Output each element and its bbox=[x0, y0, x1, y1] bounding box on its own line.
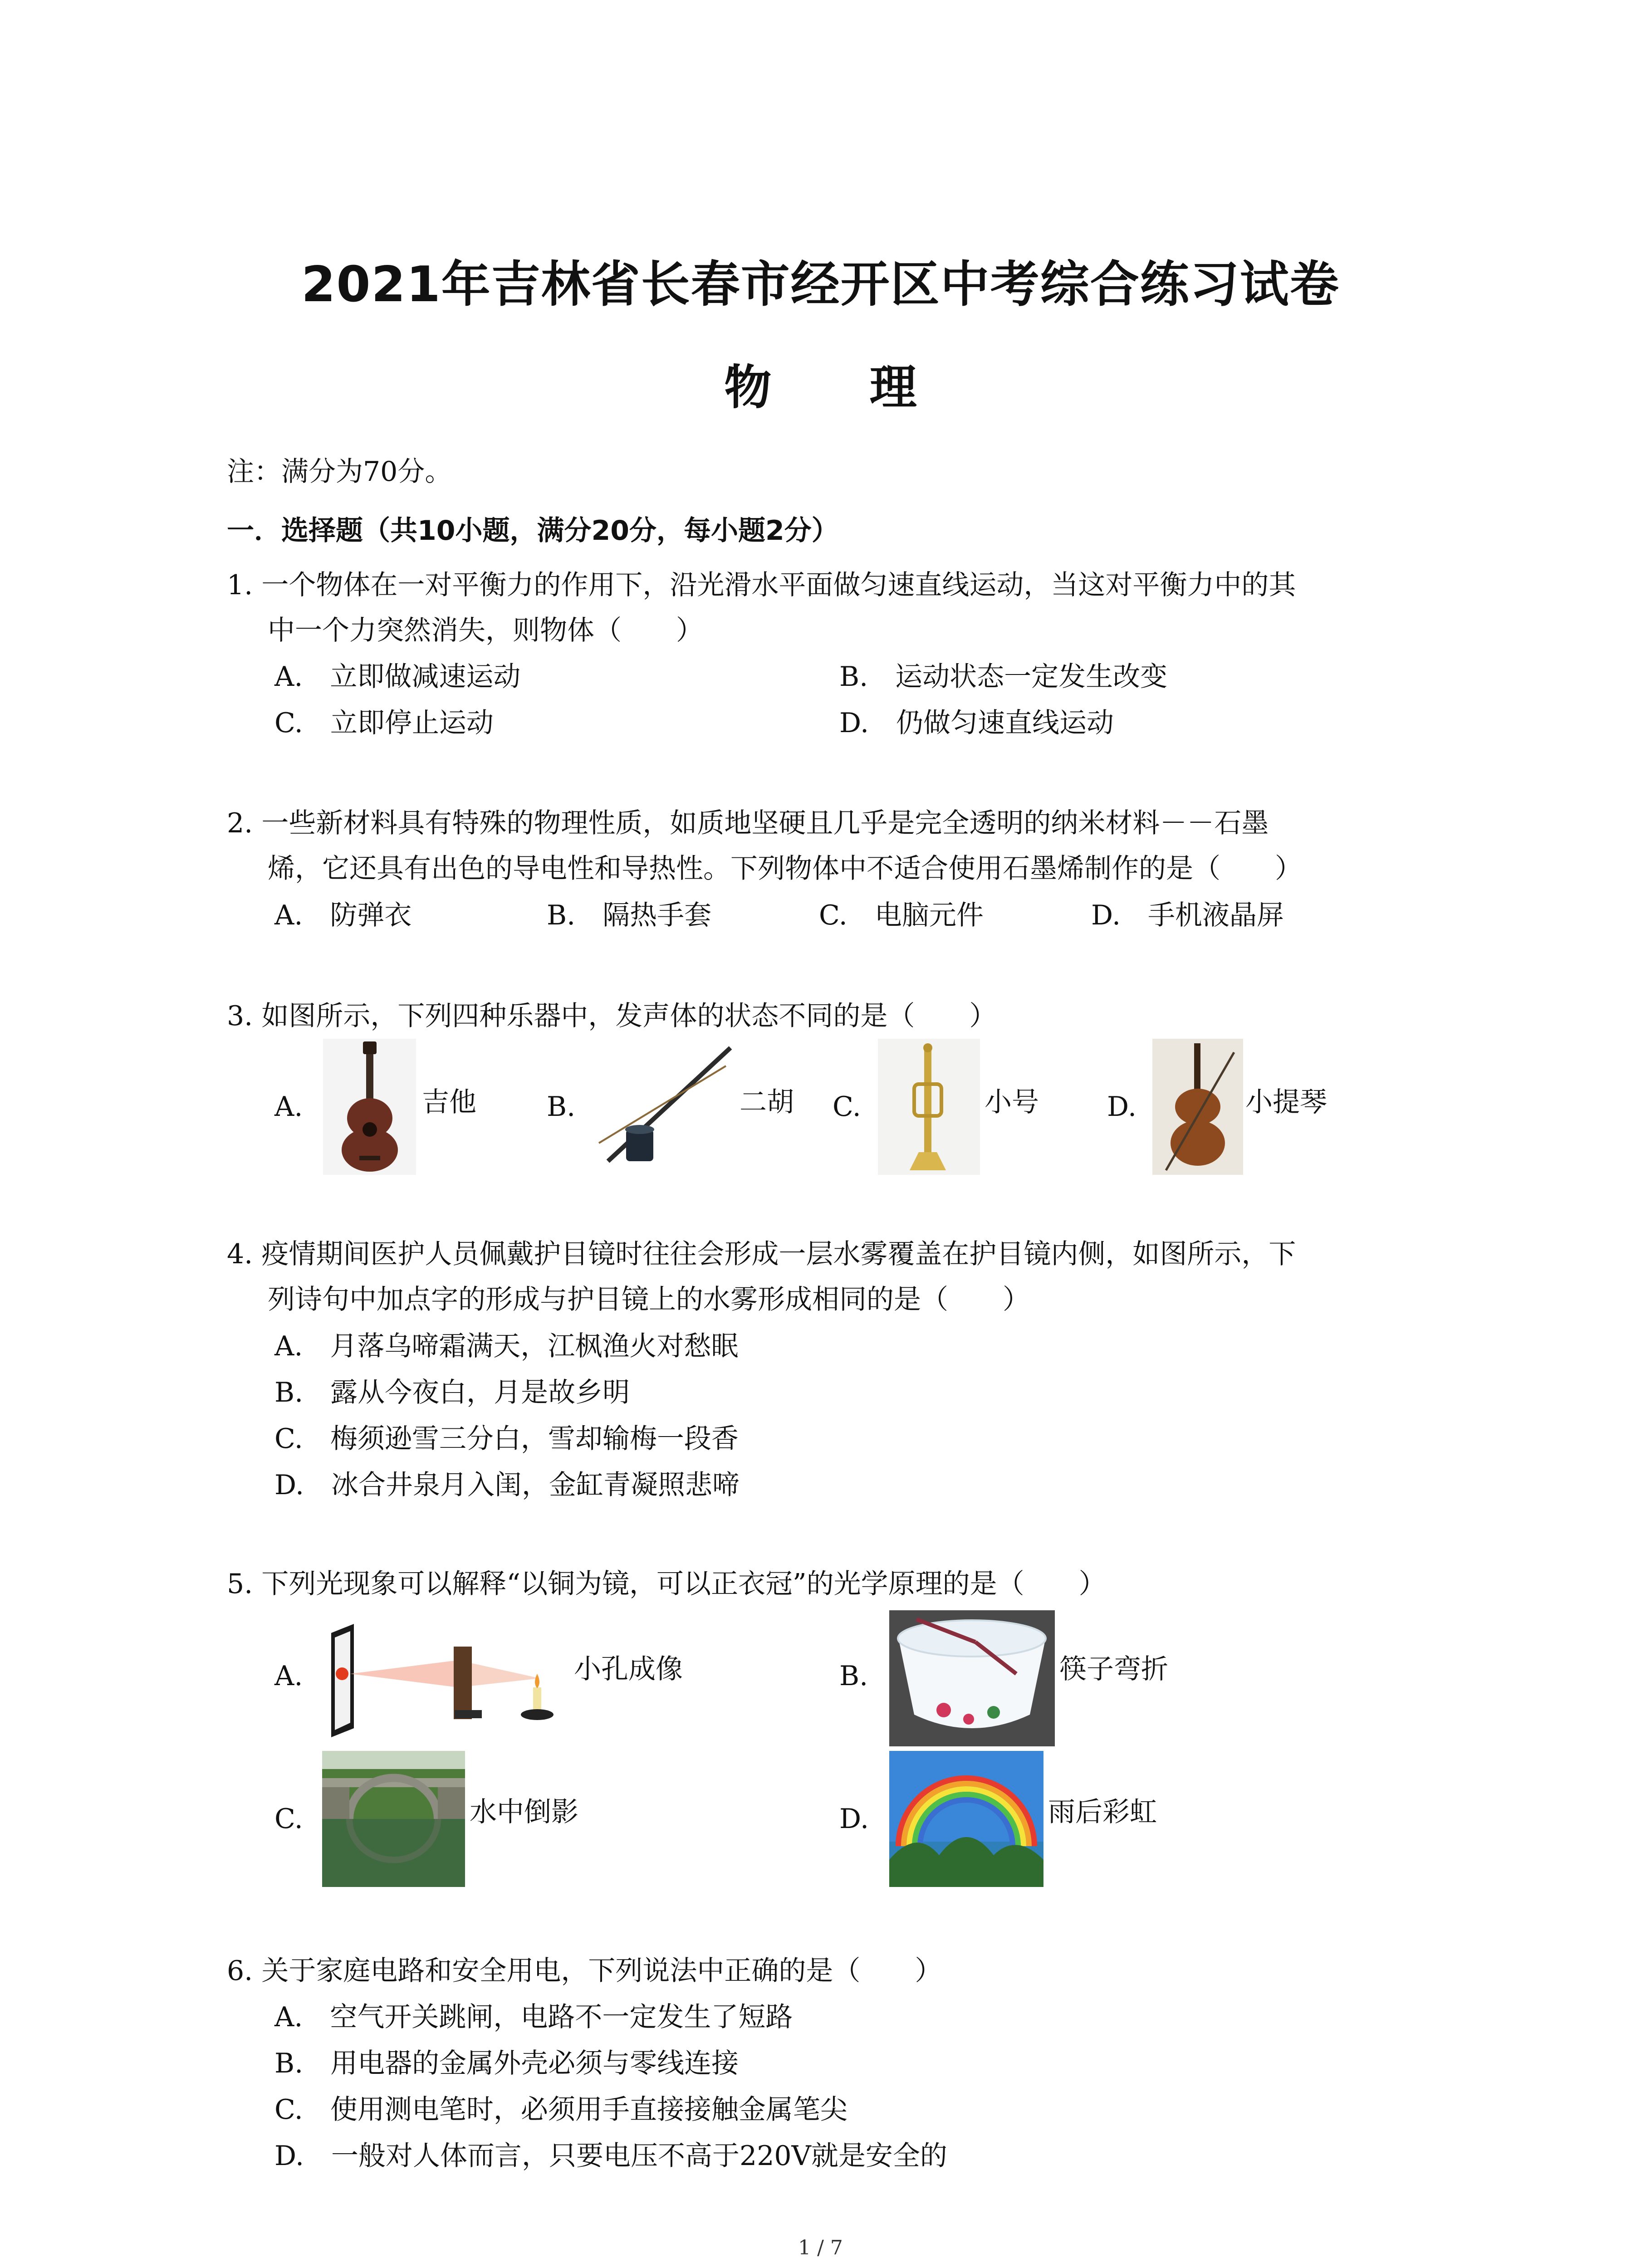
q1-option-d: D. 仍做匀速直线运动 bbox=[839, 707, 1114, 739]
question-4-stem: 4. 疫情期间医护人员佩戴护目镜时往往会形成一层水雾覆盖在护目镜内侧，如图所示，下 bbox=[227, 1238, 1296, 1270]
q3-option-b-label: B. bbox=[547, 1091, 576, 1123]
q6-option-d: D. 一般对人体而言，只要电压不高于220V就是安全的 bbox=[274, 2140, 947, 2172]
q3-option-c-label: C. bbox=[833, 1091, 861, 1123]
q2-option-b: B. 隔热手套 bbox=[547, 899, 712, 931]
q3-option-d-text: 小提琴 bbox=[1245, 1086, 1327, 1118]
chopsticks-bowl-image bbox=[889, 1610, 1055, 1746]
question-4-stem-cont: 列诗句中加点字的形成与护目镜上的水雾形成相同的是（ ） bbox=[268, 1284, 1030, 1315]
q6-option-b: B. 用电器的金属外壳必须与零线连接 bbox=[274, 2048, 739, 2079]
q4-option-a: A. 月落乌啼霜满天，江枫渔火对愁眠 bbox=[274, 1330, 739, 1362]
question-1-stem-cont: 中一个力突然消失，则物体（ ） bbox=[268, 615, 703, 646]
rainbow-image bbox=[889, 1751, 1043, 1887]
bridge-reflection-image bbox=[322, 1751, 465, 1887]
subject-heading: 物 理 bbox=[724, 360, 958, 415]
guitar-image bbox=[323, 1039, 416, 1175]
score-note: 注：满分为70分。 bbox=[227, 456, 452, 488]
q2-option-d: D. 手机液晶屏 bbox=[1091, 899, 1284, 931]
question-6-stem: 6. 关于家庭电路和安全用电，下列说法中正确的是（ ） bbox=[227, 1955, 942, 1987]
q5-option-b-label: B. bbox=[839, 1660, 868, 1692]
q4-option-b: B. 露从今夜白，月是故乡明 bbox=[274, 1377, 630, 1408]
pinhole-image bbox=[322, 1619, 576, 1737]
q1-option-a: A. 立即做减速运动 bbox=[274, 661, 521, 693]
q3-option-a-label: A. bbox=[274, 1091, 303, 1123]
erhu-image bbox=[590, 1039, 740, 1175]
q5-option-a-text: 小孔成像 bbox=[574, 1653, 683, 1685]
page-number: 1 / 7 bbox=[798, 2236, 843, 2259]
q3-option-a-text: 吉他 bbox=[422, 1086, 476, 1118]
section-heading: 一．选择题（共10小题，满分20分，每小题2分） bbox=[227, 515, 839, 547]
q2-option-c: C. 电脑元件 bbox=[819, 899, 984, 931]
q6-option-c: C. 使用测电笔时，必须用手直接接触金属笔尖 bbox=[274, 2094, 847, 2126]
page-title: 2021年吉林省长春市经开区中考综合练习试卷 bbox=[301, 256, 1340, 313]
trumpet-image bbox=[878, 1039, 980, 1175]
q3-option-c-text: 小号 bbox=[985, 1086, 1039, 1118]
q5-option-d-text: 雨后彩虹 bbox=[1048, 1796, 1157, 1828]
question-2-stem: 2. 一些新材料具有特殊的物理性质，如质地坚硬且几乎是完全透明的纳米材料－－石墨 bbox=[227, 807, 1269, 839]
q5-option-d-label: D. bbox=[839, 1803, 869, 1835]
question-2-stem-cont: 烯，它还具有出色的导电性和导热性。下列物体中不适合使用石墨烯制作的是（ ） bbox=[268, 853, 1302, 885]
q4-option-d: D. 冰合井泉月入闺，金缸青凝照悲啼 bbox=[274, 1469, 740, 1501]
q3-option-b-text: 二胡 bbox=[740, 1086, 794, 1118]
q1-option-c: C. 立即停止运动 bbox=[274, 707, 494, 739]
q2-option-a: A. 防弹衣 bbox=[274, 899, 412, 931]
q4-option-c: C. 梅须逊雪三分白，雪却输梅一段香 bbox=[274, 1423, 739, 1455]
question-5-stem: 5. 下列光现象可以解释“以铜为镜，可以正衣冠”的光学原理的是（ ） bbox=[227, 1568, 1106, 1600]
q5-option-c-text: 水中倒影 bbox=[470, 1796, 578, 1828]
question-3-stem: 3. 如图所示，下列四种乐器中，发声体的状态不同的是（ ） bbox=[227, 1000, 997, 1032]
q3-option-d-label: D. bbox=[1107, 1091, 1137, 1123]
q5-option-b-text: 筷子弯折 bbox=[1059, 1653, 1168, 1685]
q5-option-c-label: C. bbox=[274, 1803, 303, 1835]
q6-option-a: A. 空气开关跳闸，电路不一定发生了短路 bbox=[274, 2001, 793, 2033]
q5-option-a-label: A. bbox=[274, 1660, 303, 1692]
q1-option-b: B. 运动状态一定发生改变 bbox=[839, 661, 1168, 693]
violin-image bbox=[1152, 1039, 1243, 1175]
question-1-stem: 1. 一个物体在一对平衡力的作用下，沿光滑水平面做匀速直线运动，当这对平衡力中的其 bbox=[227, 569, 1296, 601]
